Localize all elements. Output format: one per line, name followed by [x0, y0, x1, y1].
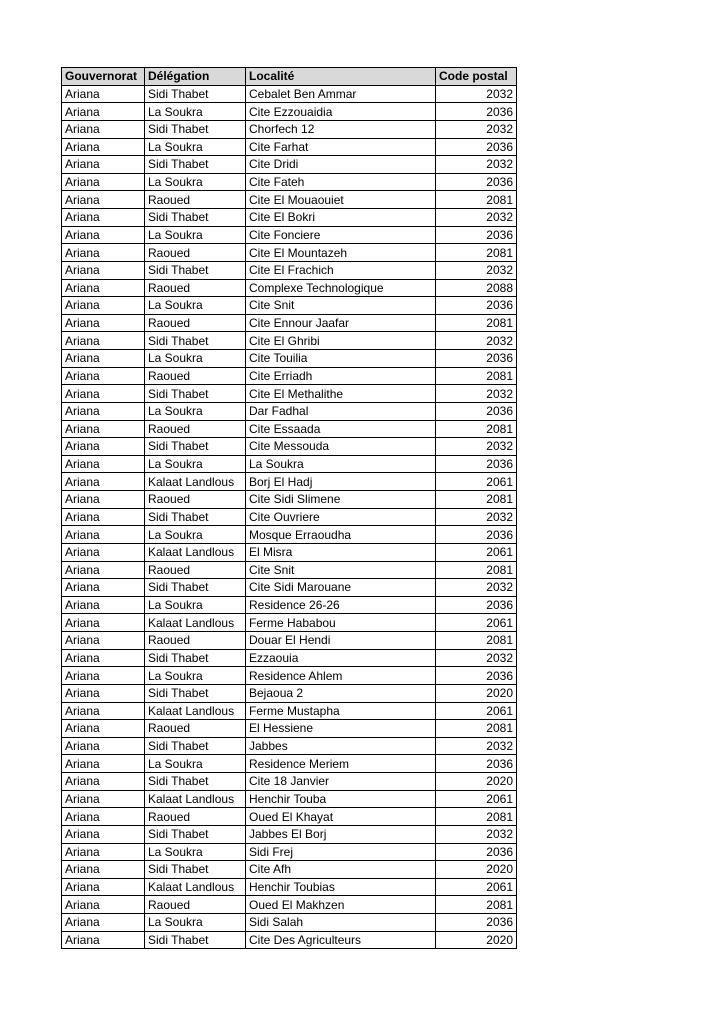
table-row: [62, 402, 517, 420]
cell-delegation: Sidi Thabet: [145, 209, 246, 227]
cell-localite: Ferme Mustapha: [246, 702, 436, 720]
cell-delegation: La Soukra: [145, 596, 246, 614]
cell-localite: Cite Afh: [246, 861, 436, 879]
table-row: [62, 632, 517, 650]
table-row: [62, 684, 517, 702]
header-code-postal: Code postal: [436, 68, 517, 86]
cell-gouvernorat: Ariana: [62, 156, 145, 174]
cell-localite: Oued El Makhzen: [246, 896, 436, 914]
table-row: [62, 138, 517, 156]
cell-delegation: La Soukra: [145, 103, 246, 121]
cell-delegation: Raoued: [145, 420, 246, 438]
cell-delegation: Sidi Thabet: [145, 508, 246, 526]
cell-gouvernorat: Ariana: [62, 843, 145, 861]
cell-gouvernorat: Ariana: [62, 720, 145, 738]
cell-code-postal: 2036: [436, 455, 517, 473]
cell-code-postal: 2036: [436, 914, 517, 932]
cell-localite: Chorfech 12: [246, 120, 436, 138]
cell-localite: Mosque Erraoudha: [246, 526, 436, 544]
table-row: [62, 103, 517, 121]
cell-localite: Cite El Methalithe: [246, 385, 436, 403]
cell-code-postal: 2081: [436, 491, 517, 509]
cell-delegation: Raoued: [145, 808, 246, 826]
table-row: [62, 297, 517, 315]
cell-delegation: Raoued: [145, 244, 246, 262]
cell-gouvernorat: Ariana: [62, 367, 145, 385]
cell-code-postal: 2061: [436, 614, 517, 632]
table-row: [62, 438, 517, 456]
cell-code-postal: 2032: [436, 385, 517, 403]
cell-gouvernorat: Ariana: [62, 332, 145, 350]
cell-gouvernorat: Ariana: [62, 579, 145, 597]
table-row: [62, 931, 517, 949]
table-row: [62, 508, 517, 526]
cell-gouvernorat: Ariana: [62, 632, 145, 650]
cell-gouvernorat: Ariana: [62, 614, 145, 632]
table-row: [62, 861, 517, 879]
cell-localite: Residence 26-26: [246, 596, 436, 614]
table-row: [62, 367, 517, 385]
cell-localite: El Hessiene: [246, 720, 436, 738]
table-row: [62, 491, 517, 509]
table-row: [62, 191, 517, 209]
cell-localite: Jabbes: [246, 737, 436, 755]
cell-gouvernorat: Ariana: [62, 350, 145, 368]
cell-delegation: Sidi Thabet: [145, 156, 246, 174]
cell-gouvernorat: Ariana: [62, 120, 145, 138]
table-row: [62, 720, 517, 738]
cell-delegation: Sidi Thabet: [145, 861, 246, 879]
cell-code-postal: 2020: [436, 684, 517, 702]
cell-gouvernorat: Ariana: [62, 861, 145, 879]
cell-code-postal: 2020: [436, 773, 517, 791]
cell-code-postal: 2061: [436, 543, 517, 561]
header-gouvernorat: Gouvernorat: [62, 68, 145, 86]
cell-localite: Cebalet Ben Ammar: [246, 85, 436, 103]
cell-code-postal: 2032: [436, 649, 517, 667]
cell-delegation: Kalaat Landlous: [145, 614, 246, 632]
cell-localite: Douar El Hendi: [246, 632, 436, 650]
cell-code-postal: 2081: [436, 808, 517, 826]
table-row: [62, 755, 517, 773]
cell-delegation: Sidi Thabet: [145, 825, 246, 843]
cell-code-postal: 2081: [436, 561, 517, 579]
cell-code-postal: 2036: [436, 350, 517, 368]
cell-localite: Cite Erriadh: [246, 367, 436, 385]
cell-delegation: La Soukra: [145, 843, 246, 861]
table-row: [62, 896, 517, 914]
cell-gouvernorat: Ariana: [62, 596, 145, 614]
table-row: [62, 649, 517, 667]
cell-code-postal: 2061: [436, 702, 517, 720]
cell-gouvernorat: Ariana: [62, 103, 145, 121]
cell-gouvernorat: Ariana: [62, 667, 145, 685]
cell-localite: Cite 18 Janvier: [246, 773, 436, 791]
table-row: [62, 120, 517, 138]
cell-gouvernorat: Ariana: [62, 279, 145, 297]
cell-gouvernorat: Ariana: [62, 755, 145, 773]
cell-code-postal: 2081: [436, 191, 517, 209]
cell-gouvernorat: Ariana: [62, 85, 145, 103]
cell-code-postal: 2032: [436, 737, 517, 755]
cell-localite: Cite Messouda: [246, 438, 436, 456]
table-row: [62, 314, 517, 332]
cell-gouvernorat: Ariana: [62, 226, 145, 244]
cell-delegation: Sidi Thabet: [145, 773, 246, 791]
cell-localite: Cite Snit: [246, 297, 436, 315]
postal-codes-table: [61, 67, 517, 949]
cell-delegation: La Soukra: [145, 667, 246, 685]
cell-localite: Sidi Frej: [246, 843, 436, 861]
cell-gouvernorat: Ariana: [62, 684, 145, 702]
cell-delegation: Kalaat Landlous: [145, 702, 246, 720]
cell-code-postal: 2036: [436, 138, 517, 156]
cell-localite: Cite El Frachich: [246, 261, 436, 279]
cell-localite: Cite Fonciere: [246, 226, 436, 244]
table-row: [62, 279, 517, 297]
table-header-row: [62, 68, 517, 86]
table-row: [62, 843, 517, 861]
table-body: [62, 85, 517, 949]
cell-delegation: La Soukra: [145, 350, 246, 368]
table-row: [62, 790, 517, 808]
cell-delegation: Sidi Thabet: [145, 737, 246, 755]
cell-gouvernorat: Ariana: [62, 261, 145, 279]
cell-gouvernorat: Ariana: [62, 420, 145, 438]
cell-code-postal: 2088: [436, 279, 517, 297]
cell-localite: Cite Sidi Marouane: [246, 579, 436, 597]
table-row: [62, 737, 517, 755]
cell-gouvernorat: Ariana: [62, 702, 145, 720]
cell-gouvernorat: Ariana: [62, 138, 145, 156]
cell-localite: Cite Essaada: [246, 420, 436, 438]
cell-localite: Bejaoua 2: [246, 684, 436, 702]
cell-gouvernorat: Ariana: [62, 808, 145, 826]
table-row: [62, 561, 517, 579]
header-delegation: Délégation: [145, 68, 246, 86]
cell-localite: Cite Farhat: [246, 138, 436, 156]
cell-localite: La Soukra: [246, 455, 436, 473]
cell-delegation: La Soukra: [145, 138, 246, 156]
cell-code-postal: 2036: [436, 103, 517, 121]
cell-code-postal: 2032: [436, 332, 517, 350]
cell-code-postal: 2032: [436, 120, 517, 138]
table-row: [62, 332, 517, 350]
cell-gouvernorat: Ariana: [62, 209, 145, 227]
cell-localite: Cite Dridi: [246, 156, 436, 174]
cell-gouvernorat: Ariana: [62, 314, 145, 332]
cell-gouvernorat: Ariana: [62, 508, 145, 526]
table-row: [62, 878, 517, 896]
table-row: [62, 825, 517, 843]
cell-gouvernorat: Ariana: [62, 790, 145, 808]
cell-gouvernorat: Ariana: [62, 737, 145, 755]
cell-delegation: Sidi Thabet: [145, 684, 246, 702]
cell-delegation: Raoued: [145, 314, 246, 332]
table-row: [62, 543, 517, 561]
cell-gouvernorat: Ariana: [62, 561, 145, 579]
table-row: [62, 455, 517, 473]
table-row: [62, 350, 517, 368]
cell-gouvernorat: Ariana: [62, 438, 145, 456]
cell-gouvernorat: Ariana: [62, 385, 145, 403]
cell-code-postal: 2081: [436, 896, 517, 914]
table-row: [62, 914, 517, 932]
cell-code-postal: 2036: [436, 226, 517, 244]
cell-code-postal: 2036: [436, 596, 517, 614]
cell-code-postal: 2081: [436, 314, 517, 332]
cell-localite: Cite Snit: [246, 561, 436, 579]
cell-code-postal: 2020: [436, 931, 517, 949]
cell-delegation: La Soukra: [145, 914, 246, 932]
cell-gouvernorat: Ariana: [62, 825, 145, 843]
cell-localite: El Misra: [246, 543, 436, 561]
cell-localite: Ezzaouia: [246, 649, 436, 667]
table-row: [62, 173, 517, 191]
cell-gouvernorat: Ariana: [62, 896, 145, 914]
cell-gouvernorat: Ariana: [62, 173, 145, 191]
cell-delegation: Sidi Thabet: [145, 120, 246, 138]
cell-localite: Sidi Salah: [246, 914, 436, 932]
cell-gouvernorat: Ariana: [62, 244, 145, 262]
table-row: [62, 385, 517, 403]
cell-localite: Ferme Hababou: [246, 614, 436, 632]
table-row: [62, 473, 517, 491]
cell-delegation: Sidi Thabet: [145, 931, 246, 949]
cell-localite: Complexe Technologique: [246, 279, 436, 297]
cell-delegation: Kalaat Landlous: [145, 473, 246, 491]
cell-gouvernorat: Ariana: [62, 526, 145, 544]
cell-gouvernorat: Ariana: [62, 931, 145, 949]
table-row: [62, 808, 517, 826]
cell-delegation: La Soukra: [145, 755, 246, 773]
cell-code-postal: 2032: [436, 579, 517, 597]
cell-delegation: Raoued: [145, 191, 246, 209]
cell-delegation: Raoued: [145, 720, 246, 738]
cell-code-postal: 2081: [436, 632, 517, 650]
cell-code-postal: 2036: [436, 667, 517, 685]
cell-localite: Cite Ennour Jaafar: [246, 314, 436, 332]
table-row: [62, 579, 517, 597]
table-row: [62, 596, 517, 614]
table-row: [62, 420, 517, 438]
cell-delegation: La Soukra: [145, 226, 246, 244]
cell-gouvernorat: Ariana: [62, 773, 145, 791]
cell-delegation: La Soukra: [145, 297, 246, 315]
table-row: [62, 261, 517, 279]
cell-delegation: La Soukra: [145, 173, 246, 191]
cell-code-postal: 2061: [436, 790, 517, 808]
cell-localite: Residence Meriem: [246, 755, 436, 773]
cell-code-postal: 2032: [436, 156, 517, 174]
table-row: [62, 702, 517, 720]
cell-localite: Jabbes El Borj: [246, 825, 436, 843]
cell-code-postal: 2081: [436, 420, 517, 438]
cell-delegation: Sidi Thabet: [145, 649, 246, 667]
cell-code-postal: 2061: [436, 473, 517, 491]
cell-delegation: Raoued: [145, 279, 246, 297]
cell-code-postal: 2081: [436, 244, 517, 262]
cell-code-postal: 2032: [436, 825, 517, 843]
cell-localite: Cite Des Agriculteurs: [246, 931, 436, 949]
cell-gouvernorat: Ariana: [62, 649, 145, 667]
cell-gouvernorat: Ariana: [62, 914, 145, 932]
cell-delegation: Raoued: [145, 491, 246, 509]
cell-gouvernorat: Ariana: [62, 191, 145, 209]
table-row: [62, 244, 517, 262]
table-row: [62, 226, 517, 244]
cell-delegation: Raoued: [145, 367, 246, 385]
cell-delegation: Raoued: [145, 561, 246, 579]
cell-code-postal: 2032: [436, 209, 517, 227]
cell-code-postal: 2036: [436, 402, 517, 420]
cell-delegation: Sidi Thabet: [145, 579, 246, 597]
cell-code-postal: 2036: [436, 755, 517, 773]
table-row: [62, 209, 517, 227]
cell-localite: Residence Ahlem: [246, 667, 436, 685]
cell-localite: Cite El Bokri: [246, 209, 436, 227]
cell-localite: Cite Touilia: [246, 350, 436, 368]
cell-code-postal: 2032: [436, 261, 517, 279]
cell-delegation: Sidi Thabet: [145, 438, 246, 456]
cell-code-postal: 2036: [436, 843, 517, 861]
cell-gouvernorat: Ariana: [62, 455, 145, 473]
cell-gouvernorat: Ariana: [62, 491, 145, 509]
cell-delegation: Sidi Thabet: [145, 85, 246, 103]
cell-localite: Cite El Mouaouiet: [246, 191, 436, 209]
cell-code-postal: 2081: [436, 367, 517, 385]
cell-code-postal: 2036: [436, 173, 517, 191]
cell-delegation: Raoued: [145, 632, 246, 650]
cell-delegation: Kalaat Landlous: [145, 790, 246, 808]
table-row: [62, 156, 517, 174]
cell-localite: Cite Ouvriere: [246, 508, 436, 526]
cell-localite: Henchir Touba: [246, 790, 436, 808]
cell-gouvernorat: Ariana: [62, 402, 145, 420]
cell-code-postal: 2036: [436, 526, 517, 544]
cell-localite: Oued El Khayat: [246, 808, 436, 826]
cell-code-postal: 2032: [436, 85, 517, 103]
cell-code-postal: 2032: [436, 438, 517, 456]
table-row: [62, 667, 517, 685]
cell-localite: Cite Fateh: [246, 173, 436, 191]
table-row: [62, 773, 517, 791]
cell-code-postal: 2020: [436, 861, 517, 879]
cell-delegation: La Soukra: [145, 526, 246, 544]
header-localite: Localité: [246, 68, 436, 86]
cell-delegation: La Soukra: [145, 455, 246, 473]
table-row: [62, 526, 517, 544]
cell-gouvernorat: Ariana: [62, 878, 145, 896]
cell-localite: Dar Fadhal: [246, 402, 436, 420]
cell-delegation: Kalaat Landlous: [145, 878, 246, 896]
cell-delegation: Sidi Thabet: [145, 261, 246, 279]
cell-gouvernorat: Ariana: [62, 297, 145, 315]
cell-delegation: Kalaat Landlous: [145, 543, 246, 561]
cell-code-postal: 2061: [436, 878, 517, 896]
cell-delegation: Raoued: [145, 896, 246, 914]
table-row: [62, 614, 517, 632]
cell-localite: Cite El Ghribi: [246, 332, 436, 350]
cell-delegation: Sidi Thabet: [145, 332, 246, 350]
cell-gouvernorat: Ariana: [62, 543, 145, 561]
cell-localite: Henchir Toubias: [246, 878, 436, 896]
cell-localite: Borj El Hadj: [246, 473, 436, 491]
cell-code-postal: 2036: [436, 297, 517, 315]
table-row: [62, 85, 517, 103]
cell-gouvernorat: Ariana: [62, 473, 145, 491]
cell-code-postal: 2032: [436, 508, 517, 526]
cell-code-postal: 2081: [436, 720, 517, 738]
cell-delegation: Sidi Thabet: [145, 385, 246, 403]
cell-localite: Cite Ezzouaidia: [246, 103, 436, 121]
cell-delegation: La Soukra: [145, 402, 246, 420]
cell-localite: Cite Sidi Slimene: [246, 491, 436, 509]
cell-localite: Cite El Mountazeh: [246, 244, 436, 262]
